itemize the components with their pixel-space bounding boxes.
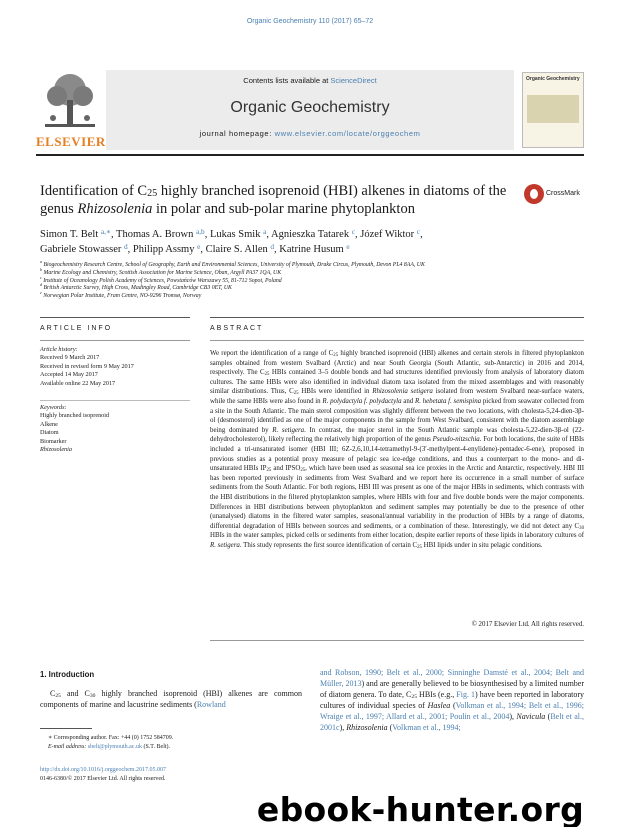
cover-image — [527, 95, 579, 123]
affiliation: $^b$ Marine Ecology and Chemistry, Scottish Association for Marine Science, Oban, Argyll PA37 1QA, UK — [40, 266, 282, 276]
affiliation: $^c$ Institute of Oceanology Polish Academy of Sciences, Powstańców Warszawy 55, 81-712 Sopot, Poland — [40, 274, 282, 284]
affiliation-list — [40, 259, 580, 301]
contents-prefix: Contents lists available at — [243, 76, 331, 85]
footnote-line: ∗ Corresponding author. Fax: +44 (0) 1752 584709. — [48, 735, 174, 741]
divider — [210, 640, 584, 641]
divider — [210, 340, 584, 341]
introduction-text-left: $C_{25}$ and $C_{30}$ highly branched isoprenoid (HBI) alkenes are common components of marine and lacustrine sediments (Rowland — [40, 689, 303, 709]
watermark-text: ebook-hunter.org — [256, 790, 584, 827]
keywords-label: Keywords: — [40, 404, 67, 411]
abstract-heading: ABSTRACT — [210, 325, 264, 332]
journal-masthead — [36, 70, 584, 150]
reference-link[interactable]: Volkman et al., 1994; Belt et al., 1996; Wraige et al., 1997; Allard et al., 2001; Poulin et al., 2004 — [320, 701, 584, 721]
homepage-prefix: journal homepage: — [199, 129, 275, 138]
keyword: Highly branched isoprenoid — [40, 412, 110, 420]
crossmark-label: CrossMark — [546, 190, 580, 197]
author-list: Simon T. Belt $^{a,∗}$, Thomas A. Brown $^{a,b}$, Lukas Smik $^a$, Agnieszka Tatarek $^c$, Józef Wiktor $^c$, Gabriele Stowasser $^d$, Philipp Assmy $^e$, Claire S. Allen $^d$, Katrine Husum $^e$ — [40, 227, 423, 255]
sciencedirect-link[interactable]: ScienceDirect — [330, 76, 377, 85]
footnote-email-line: E-mail address: sbelt@plymouth.ac.uk (S.T. Belt). — [48, 743, 171, 750]
doi-block — [40, 766, 302, 784]
author[interactable]: Agnieszka Tatarek $^c$ — [271, 227, 355, 240]
publisher-name: ELSEVIER — [36, 134, 106, 149]
affiliation: $^d$ British Antarctic Survey, High Cross, Madingley Road, Cambridge CB3 0ET, UK — [40, 282, 232, 292]
author[interactable]: Thomas A. Brown $^{a,b}$ — [116, 227, 205, 240]
author[interactable]: Claire S. Allen $^d$ — [205, 242, 275, 255]
author[interactable]: Philipp Assmy $^e$ — [132, 242, 201, 255]
journal-title: Organic Geochemistry — [230, 99, 390, 116]
divider — [40, 340, 190, 341]
affiliation: $^e$ Norwegian Polar Institute, Fram Centre, NO-9296 Tromsø, Norway — [40, 290, 202, 300]
homepage-link[interactable]: www.elsevier.com/locate/orggeochem — [274, 129, 421, 138]
abstract-text: We report the identification of a range of $C_{25}$ highly branched isoprenoid (HBI) alkenes and certain sterols in filtered phytoplankton samples obtained from western Svalbard (Arctic) and near South Georgia (South Atlantic, sub-Antarctic) in 2016 and 2014, respectively. The $C_{25}$ HBIs contained 3–5 double bonds and had structures identified previously from analysis of laboratory diatom cultures. The same HBIs were also identified in individual diatom taxa isolated from the mixed assemblages and with reasonably similar distributions. Thus, $C_{25}$ HBIs were identified in Rhizosolenia setigera isolated from western Svalbard near-surface waters, while the same HBIs were also found in R. polydactyla f. polydactyla and R. hebetata f. semispina picked from seawater collected from a site in the South Atlantic. The main sterol composition was slightly different between the two locations, with cholesta-5,24-dien-3β-ol (desmosterol) identified as one of the major components in the sample from West Svalbard, consistent with the diatom assemblage being dominated by R. setigera. In contrast, the major sterol in the South Atlantic sample was cholesta-5,22-dien-3β-ol (22-dehydrocholesterol), likely reflecting the relatively high proportion of the genus Pseudo-nitzschia. For both locations, the suite of HBIs included a tri-unsaturated isomer (HBI III; 6Z-2,6,10,14-tetramethyl-9-(3′-methylpent-4-enylidene)-pentadec-6-ene), proposed in previous studies as a potential proxy measure of pelagic sea ice-edge conditions, and thus a counterpart to the mono- and di-unsaturated HBIs $IP_{25}$ and $IPSO_{25}$, which have been used as seasonal sea ice proxies in the Arctic and Antarctic, respectively. HBI III has been reported previously in sediments from West Svalbard and we report here its occurrence in a small number of surface sediments from the South Atlantic. For both regions, HBI III was present as one of the major HBIs in sediments, which contrasts with the HBI distributions in the filtered phytoplankton samples, where HBIs with four and five double bonds were the major components. Differences in HBI distributions between phytoplankton and sediment samples may potentially be due to the presence of other (unanalysed) diatoms in the filtered water samples, seasonal/annual variability in the production of HBIs by a range of diatoms, differential degradation of HBIs between sources and sediments, or a combination of these. Interestingly, we did not detect any $C_{30}$ HBIs in the water samples, picked cells or sediments from either location, despite earlier reports of these lipids in laboratory cultures of R. setigera. This study represents the first source identification of certain $C_{25}$ HBI lipids under in situ pelagic conditions. — [210, 350, 584, 550]
author[interactable]: Gabriele Stowasser $^d$ — [40, 242, 128, 255]
author[interactable]: Simon T. Belt $^{a,∗}$ — [40, 227, 111, 240]
doi-link[interactable]: http://dx.doi.org/10.1016/j.orggeochem.2017.05.007 — [40, 767, 166, 773]
reference-link[interactable]: Rowland — [196, 700, 226, 709]
contents-line — [106, 76, 514, 85]
issn-line: 0146-6380/© 2017 Elsevier Ltd. All rights reserved. — [40, 775, 166, 782]
corresponding-author-footnote — [48, 734, 298, 752]
reference-link[interactable]: and Robson, 1990; Belt et al., 2000; Sinninghe Damsté et al., 2004; Belt and Müller, 2013 — [320, 668, 584, 688]
keyword: Rhizosolenia — [40, 446, 72, 454]
copyright-notice: © 2017 Elsevier Ltd. All rights reserved. — [471, 621, 584, 628]
divider — [210, 317, 584, 318]
figure-link[interactable]: Fig. 1 — [456, 690, 476, 699]
elsevier-tree-icon — [39, 70, 101, 132]
history-label: Article history: — [40, 346, 78, 353]
history-entry: Received 9 March 2017 — [40, 354, 100, 362]
affiliation: $^a$ Biogeochemistry Research Centre, School of Geography, Earth and Environmental Sciences, University of Plymouth, Drake Circus, Plymouth, Devon PL4 8AA, UK — [40, 259, 425, 268]
reference-link[interactable]: Volkman et al., 1994; — [392, 723, 461, 732]
history-entry: Received in revised form 9 May 2017 — [40, 362, 134, 370]
journal-homepage — [106, 129, 514, 138]
author[interactable]: Katrine Husum $^e$ — [279, 242, 350, 255]
cover-title: Organic Geochemistry — [526, 76, 580, 82]
introduction-text-right: and Robson, 1990; Belt et al., 2000; Sinninghe Damsté et al., 2004; Belt and Müller, 2013) and are generally believed to be biosynthesised by a limited number of diatom genera. To date, $C_{25}$ HBIs (e.g., Fig. 1) have been reported in laboratory cultures of individual species of Haslea (Volkman et al., 1994; Belt et al., 1996; Wraige et al., 1997; Allard et al., 2001; Poulin et al., 2004), Navicula (Belt et al., 2001c), Rhizosolenia (Volkman et al., 1994; — [320, 668, 585, 732]
article-info-heading: ARTICLE INFO — [40, 325, 113, 332]
article-history — [40, 346, 190, 388]
journal-citation[interactable]: Organic Geochemistry 110 (2017) 65–72 — [246, 18, 374, 25]
masthead-divider — [36, 154, 584, 156]
section-heading-introduction: 1. Introduction — [40, 670, 95, 679]
crossmark-button[interactable] — [524, 182, 584, 206]
keyword: Diatom — [40, 429, 59, 437]
author[interactable]: Józef Wiktor $^c$ — [360, 227, 421, 240]
journal-cover-thumbnail[interactable] — [522, 72, 584, 148]
paper-title: Identification of $C_{25}$ highly branched isoprenoid (HBI) alkenes in diatoms of the genus Rhizosolenia in polar and sub-polar marine phytoplankton — [40, 183, 507, 217]
history-entry: Accepted 14 May 2017 — [40, 371, 98, 379]
divider — [40, 400, 190, 401]
crossmark-icon — [524, 184, 544, 204]
email-link[interactable]: sbelt@plymouth.ac.uk — [87, 743, 142, 750]
keyword-list — [40, 404, 190, 454]
keyword: Biomarker — [40, 437, 67, 445]
history-entry: Available online 22 May 2017 — [40, 379, 116, 387]
author[interactable]: Lukas Smik $^a$ — [209, 227, 267, 240]
footnote-divider — [40, 728, 92, 729]
divider — [40, 317, 190, 318]
publisher-logo[interactable] — [36, 70, 104, 150]
reference-link[interactable]: Belt et al., 2001c — [320, 712, 584, 732]
masthead-banner — [106, 70, 514, 150]
keyword: Alkene — [40, 420, 58, 428]
